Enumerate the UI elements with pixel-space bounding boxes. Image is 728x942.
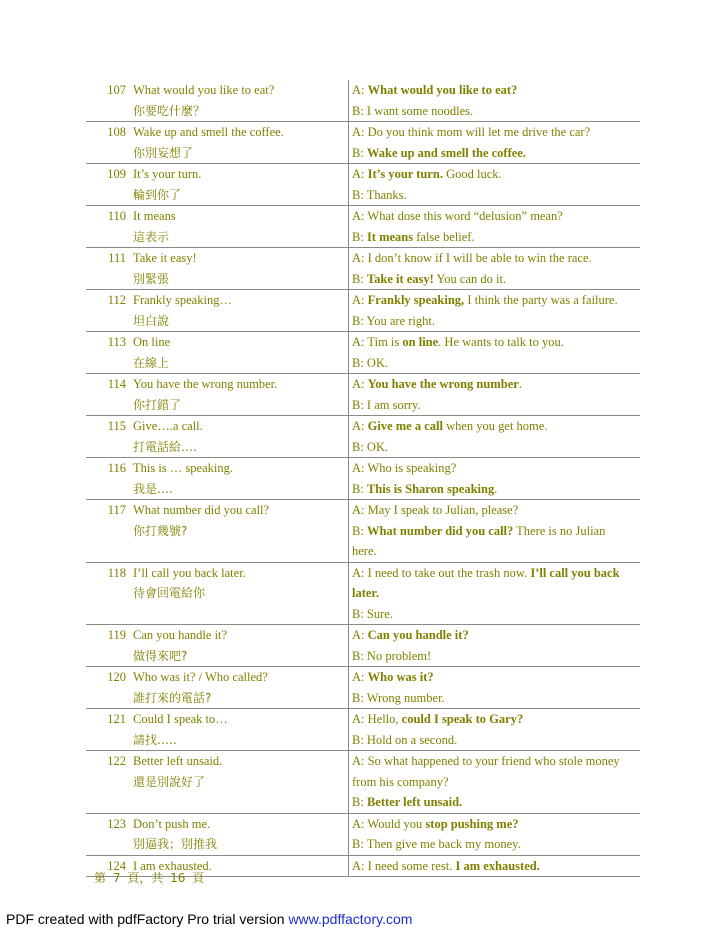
dialog-line <box>352 604 640 625</box>
dialog-text: A: So what happened to your friend who stole money <box>352 754 620 768</box>
dialog-emphasis: on line <box>402 335 439 349</box>
dialog-line <box>352 521 640 542</box>
row-number: 113 <box>86 332 130 374</box>
phrase-english: You have the wrong number. <box>133 377 278 391</box>
phrase-english: Can you handle it? <box>133 628 228 642</box>
table-row <box>86 374 640 416</box>
row-number: 118 <box>86 562 130 625</box>
dialog-text: I think the party was a failure. <box>464 293 618 307</box>
dialog-text: B: Then give me back my money. <box>352 837 521 851</box>
dialog-line <box>352 311 640 332</box>
dialog-cell <box>349 290 641 332</box>
phrase-english: I’ll call you back later. <box>133 565 246 580</box>
phrase-chinese: 你打錯了 <box>133 397 182 412</box>
phrase-chinese: 請找….. <box>133 732 177 747</box>
dialog-text: A: I don’t know if I will be able to win the race. <box>352 251 592 265</box>
phrase-cell <box>130 122 349 164</box>
dialog-line <box>352 269 640 290</box>
phrase-chinese: 待會回電給你 <box>133 586 206 600</box>
dialog-cell <box>349 80 641 122</box>
dialog-line <box>352 541 640 562</box>
phrase-english: Frankly speaking… <box>133 293 232 307</box>
dialog-text: B: Hold on a second. <box>352 732 458 747</box>
dialog-emphasis: Frankly speaking, <box>367 293 465 307</box>
dialog-line <box>352 646 640 667</box>
dialog-emphasis: Take it easy! <box>366 271 434 286</box>
dialog-text: A: <box>352 419 368 433</box>
dialog-text: A: I need some rest. <box>352 858 456 873</box>
dialog-text: A: <box>352 670 368 684</box>
dialog-text: B: Wrong number. <box>352 690 445 705</box>
dialog-line <box>352 792 640 813</box>
row-number: 119 <box>86 625 130 667</box>
phrase-cell <box>130 751 349 814</box>
phrase-chinese: 輪到你了 <box>133 187 182 202</box>
dialog-cell <box>349 122 641 164</box>
table-row <box>86 667 640 709</box>
phrase-chinese: 做得來吧? <box>133 648 188 663</box>
row-number: 108 <box>86 122 130 164</box>
dialog-line <box>352 290 640 311</box>
dialog-line <box>352 374 640 395</box>
dialog-emphasis: Better left unsaid. <box>366 795 463 809</box>
phrase-english: Don’t push me. <box>133 816 211 831</box>
phrase-english: Who was it? / Who called? <box>133 670 268 684</box>
dialog-cell <box>349 855 641 877</box>
dialog-text: B: <box>352 523 367 538</box>
dialog-line <box>352 353 640 374</box>
phrase-chinese: 別緊張 <box>133 271 170 286</box>
dialog-emphasis: stop pushing me? <box>425 816 519 831</box>
phrase-english: On line <box>133 335 171 349</box>
row-number: 123 <box>86 813 130 855</box>
dialog-cell <box>349 458 641 500</box>
dialog-line <box>352 772 640 793</box>
dialog-text: B: <box>352 229 367 244</box>
phrase-cell <box>130 562 349 625</box>
phrase-cell <box>130 813 349 855</box>
dialog-cell <box>349 206 641 248</box>
dialog-text: There is no Julian <box>513 523 606 538</box>
dialog-cell <box>349 667 641 709</box>
phrase-cell <box>130 206 349 248</box>
phrase-chinese: 別逼我；別推我 <box>133 837 218 851</box>
table-row <box>86 709 640 751</box>
dialog-text: here. <box>352 544 377 558</box>
phrase-cell <box>130 458 349 500</box>
dialog-text: A: <box>352 83 368 97</box>
dialog-cell <box>349 562 641 625</box>
dialog-emphasis: What would you like to eat? <box>367 83 518 97</box>
dialog-line <box>352 751 640 772</box>
table-row <box>86 206 640 248</box>
dialog-text: when you get home. <box>442 419 548 433</box>
phrase-cell <box>130 500 349 563</box>
table-row <box>86 332 640 374</box>
dialog-line <box>352 688 640 709</box>
table-row <box>86 562 640 625</box>
row-number: 121 <box>86 709 130 751</box>
dialog-text: B: <box>352 271 367 286</box>
row-number: 110 <box>86 206 130 248</box>
dialog-text: B: <box>352 481 367 496</box>
dialog-line <box>352 143 640 164</box>
table-row <box>86 248 640 290</box>
phrase-cell <box>130 80 349 122</box>
row-number: 122 <box>86 751 130 814</box>
row-number: 124 <box>86 855 130 877</box>
table-row <box>86 813 640 855</box>
dialog-line <box>352 730 640 751</box>
phrase-chinese: 你別妄想了 <box>133 145 194 160</box>
phrase-chinese: 誰打來的電話? <box>133 690 212 705</box>
pdf-footer <box>6 911 412 927</box>
dialog-text: . <box>518 377 522 391</box>
dialog-line <box>352 416 640 437</box>
dialog-line <box>352 834 640 855</box>
row-number: 107 <box>86 80 130 122</box>
dialog-text: A: <box>352 293 368 307</box>
phrase-chinese: 這表示 <box>133 229 170 244</box>
dialog-text: B: I want some noodles. <box>352 103 474 118</box>
dialog-line <box>352 164 640 185</box>
phrase-cell <box>130 290 349 332</box>
dialog-text: A: Would you <box>352 816 426 831</box>
row-number: 116 <box>86 458 130 500</box>
dialog-text: . <box>494 481 498 496</box>
row-number: 117 <box>86 500 130 563</box>
page-number: 第 7 頁，共 16 頁 <box>94 871 205 885</box>
phrase-cell <box>130 667 349 709</box>
dialog-cell <box>349 332 641 374</box>
dialog-cell <box>349 751 641 814</box>
table-row <box>86 416 640 458</box>
dialog-text: A: I need to take out the trash now. <box>352 565 531 580</box>
dialog-line <box>352 122 640 143</box>
phrase-cell <box>130 248 349 290</box>
dialog-emphasis: could I speak to Gary? <box>401 712 524 726</box>
dialog-emphasis: Who was it? <box>367 670 434 684</box>
phrase-chinese: 你打幾號? <box>133 523 188 538</box>
row-number: 120 <box>86 667 130 709</box>
dialog-text: B: OK. <box>352 439 389 454</box>
dialog-line <box>352 227 640 248</box>
dialog-text: A: What dose this word “delusion” mean? <box>352 209 563 223</box>
phrase-english: Take it easy! <box>133 251 197 265</box>
dialog-cell <box>349 813 641 855</box>
dialog-line <box>352 185 640 206</box>
table-row <box>86 164 640 206</box>
dialog-text: A: May I speak to Julian, please? <box>352 503 519 517</box>
dialog-text: B: <box>352 795 367 809</box>
phrase-chinese: 還是別說好了 <box>133 774 206 789</box>
dialog-line <box>352 248 640 269</box>
dialog-emphasis: I am exhausted. <box>455 858 540 873</box>
dialog-text: A: Hello, <box>352 712 402 726</box>
phrase-english: It’s your turn. <box>133 167 202 181</box>
dialog-emphasis: later. <box>352 586 379 600</box>
row-number: 109 <box>86 164 130 206</box>
phrase-cell <box>130 374 349 416</box>
dialog-emphasis: Wake up and smell the coffee. <box>366 145 526 160</box>
phrase-english: Better left unsaid. <box>133 754 223 768</box>
phrase-cell <box>130 709 349 751</box>
phrase-chinese: 坦白說 <box>133 313 170 328</box>
dialog-emphasis: I’ll call you back <box>530 565 620 580</box>
dialog-text: B: No problem! <box>352 648 432 663</box>
dialog-cell <box>349 500 641 563</box>
row-number: 111 <box>86 248 130 290</box>
dialog-text: from his company? <box>352 774 449 789</box>
table-row <box>86 751 640 814</box>
dialog-line <box>352 814 640 835</box>
dialog-cell <box>349 374 641 416</box>
phrase-english: Could I speak to… <box>133 712 228 726</box>
table-row <box>86 458 640 500</box>
dialog-text: . He wants to talk to you. <box>438 335 564 349</box>
dialog-line <box>352 667 640 688</box>
table-row <box>86 500 640 563</box>
dialog-text: B: <box>352 145 367 160</box>
dialog-line <box>352 206 640 227</box>
dialog-cell <box>349 164 641 206</box>
dialog-emphasis: Can you handle it? <box>367 628 469 642</box>
dialog-line <box>352 563 640 584</box>
footer-link[interactable]: www.pdffactory.com <box>288 911 413 927</box>
phrase-english: What number did you call? <box>133 503 270 517</box>
dialog-text: Good luck. <box>442 167 502 181</box>
dialog-text: A: <box>352 167 368 181</box>
phrase-cell <box>130 332 349 374</box>
phrase-table-body <box>86 80 640 877</box>
dialog-emphasis: It’s your turn. <box>367 167 443 181</box>
phrase-english: It means <box>133 209 176 223</box>
row-number: 115 <box>86 416 130 458</box>
phrase-cell <box>130 625 349 667</box>
dialog-emphasis: Give me a call <box>367 419 443 433</box>
phrase-chinese: 在線上 <box>133 355 170 370</box>
dialog-text: A: <box>352 377 368 391</box>
row-number: 114 <box>86 374 130 416</box>
dialog-line <box>352 395 640 416</box>
dialog-text: A: <box>352 628 368 642</box>
phrase-chinese: 你要吃什麼？ <box>133 103 206 118</box>
dialog-line <box>352 709 640 730</box>
table-row <box>86 80 640 122</box>
phrase-cell <box>130 164 349 206</box>
phrase-english: This is … speaking. <box>133 461 233 475</box>
table-row <box>86 122 640 164</box>
dialog-cell <box>349 709 641 751</box>
dialog-text: A: Tim is <box>352 335 403 349</box>
table-row <box>86 290 640 332</box>
dialog-line <box>352 479 640 500</box>
dialog-text: B: I am sorry. <box>352 397 421 412</box>
dialog-line <box>352 458 640 479</box>
dialog-text: B: You are right. <box>352 313 435 328</box>
dialog-line <box>352 80 640 101</box>
phrase-cell <box>130 416 349 458</box>
dialog-emphasis: What number did you call? <box>366 523 514 538</box>
dialog-line <box>352 856 640 877</box>
dialog-text: B: Sure. <box>352 606 393 621</box>
phrase-english: Wake up and smell the coffee. <box>133 125 284 139</box>
phrase-table <box>86 80 640 877</box>
dialog-line <box>352 500 640 521</box>
dialog-emphasis: This is Sharon speaking <box>366 481 495 496</box>
phrase-english: What would you like to eat? <box>133 83 275 97</box>
dialog-line <box>352 332 640 353</box>
table-row <box>86 625 640 667</box>
dialog-line <box>352 101 640 122</box>
dialog-text: B: OK. <box>352 355 389 370</box>
phrase-english: Give….a call. <box>133 419 203 433</box>
dialog-text: A: Do you think mom will let me drive the car? <box>352 125 591 139</box>
dialog-cell <box>349 625 641 667</box>
dialog-text: false belief. <box>413 229 475 244</box>
footer-text: PDF created with pdfFactory Pro trial version <box>6 911 289 927</box>
dialog-cell <box>349 248 641 290</box>
phrase-chinese: 我是…. <box>133 481 173 496</box>
dialog-text: B: Thanks. <box>352 187 407 202</box>
dialog-cell <box>349 416 641 458</box>
dialog-emphasis: It means <box>366 229 414 244</box>
dialog-text: You can do it. <box>433 271 507 286</box>
dialog-text: A: Who is speaking? <box>352 461 457 475</box>
dialog-line <box>352 437 640 458</box>
phrase-english: I am exhausted. <box>133 858 212 873</box>
dialog-line <box>352 625 640 646</box>
row-number: 112 <box>86 290 130 332</box>
dialog-line <box>352 583 640 604</box>
phrase-chinese: 打電話給…. <box>133 439 197 454</box>
dialog-emphasis: You have the wrong number <box>367 377 519 391</box>
